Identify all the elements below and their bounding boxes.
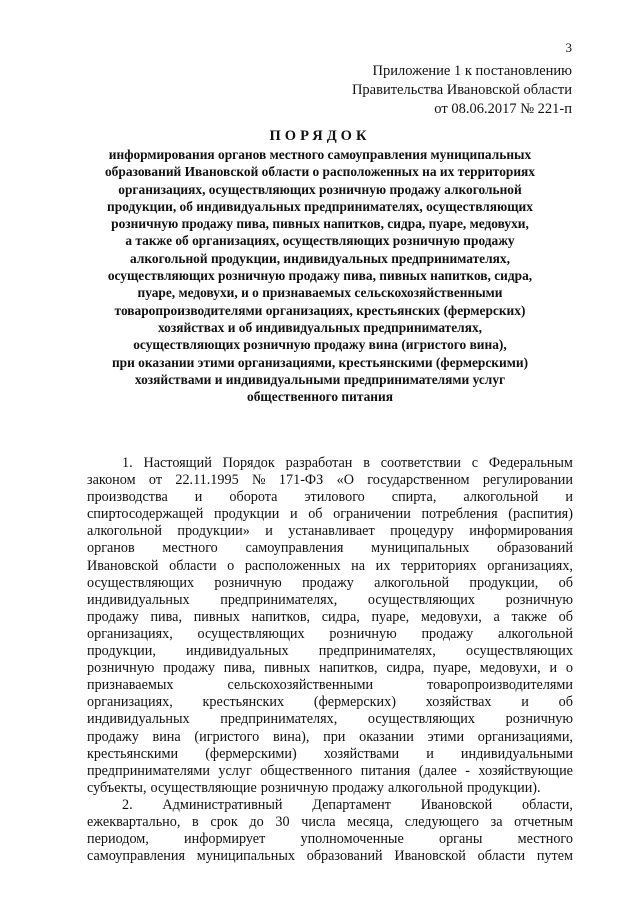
subtitle-line: при оказании этими организациями, крестьянскими (фермерскими) — [111, 354, 529, 370]
body-line: периодом, информирует уполномоченные органы местного — [87, 831, 573, 848]
appendix-line: Приложение 1 к постановлению — [372, 63, 572, 79]
document-title: ПОРЯДОК — [269, 128, 371, 144]
page-number: 3 — [565, 40, 572, 55]
subtitle-line: розничную продажу пива, пивных напитков, сидра, пуаре, медовухи, — [111, 216, 529, 232]
subtitle-line: продукции, об индивидуальных предпринимателях, осуществляющих — [107, 198, 533, 214]
body-line: 1. Настоящий Порядок разработан в соответствии с Федеральным — [122, 455, 573, 471]
body-line: производства и оборота этилового спирта, алкогольной и — [87, 489, 573, 506]
body-line: организациях, крестьянских (фермерских) хозяйствах и об — [87, 694, 573, 711]
body-line: органов местного самоуправления муниципальных образований — [87, 540, 573, 557]
body-line: самоуправления муниципальных образований Ивановской области путем — [87, 848, 573, 865]
subtitle-line: алкогольной продукции, индивидуальных предпринимателях, — [130, 250, 510, 266]
body-line: предпринимателями услуг общественного питания (далее - хозяйствующие — [87, 762, 573, 779]
body-line: ежеквартально, в срок до 30 числа месяца, следующего за отчетным — [87, 813, 573, 830]
body-line: индивидуальных предпринимателях, осуществляющих розничную — [87, 591, 573, 608]
body-line: организациях, осуществляющих розничную продажу алкогольной — [87, 625, 573, 642]
body-line: алкогольной продукции» и устанавливает процедуру информирования — [87, 523, 573, 540]
document-body — [87, 455, 573, 865]
appendix-line: Правительства Ивановской области — [351, 82, 572, 98]
document-subtitle — [80, 146, 560, 405]
body-line: продажу пива, пивных напитков, сидра, пуаре, медовухи, а также об — [87, 608, 573, 625]
subtitle-line: хозяйствах и об индивидуальных предпринимателях, — [157, 319, 482, 335]
body-line: 2. Административный Департамент Ивановской области, — [122, 796, 573, 813]
body-line: осуществляющих розничную продажу алкогольной продукции, об — [87, 574, 573, 591]
subtitle-line: общественного питания — [247, 389, 393, 405]
subtitle-line: пуаре, медовухи, и о признаваемых сельскохозяйственными — [137, 285, 503, 301]
body-line: субъекты, осуществляющие розничную продажу алкогольной продукции). — [87, 779, 541, 796]
subtitle-line: образований Ивановской области о расположенных на их территориях — [104, 164, 535, 180]
subtitle-line: а также об организациях, осуществляющих розничную продажу — [125, 233, 515, 249]
subtitle-line: осуществляющих розничную продажу вина (игристого вина), — [133, 337, 507, 353]
appendix-reference — [352, 62, 572, 119]
subtitle-line: хозяйствами и индивидуальными предпринимателями услуг — [134, 371, 506, 387]
body-line: индивидуальных предпринимателях, осуществляющих розничную — [87, 711, 573, 728]
body-line: продукции, индивидуальных предпринимателях, осуществляющих — [87, 643, 573, 660]
subtitle-line: осуществляющих розничную продажу пива, пивных напитков, сидра, — [107, 268, 533, 284]
body-line: продажу вина (игристого вина), при оказании этими организациями, — [87, 728, 573, 745]
subtitle-line: организациях, осуществляющих розничную продажу алкогольной — [118, 181, 522, 197]
subtitle-line: товаропроизводителями организациях, крестьянских (фермерских) — [114, 302, 526, 318]
body-line: крестьянскими (фермерскими) хозяйствами и индивидуальными — [87, 745, 573, 762]
appendix-line: от 08.06.2017 № 221-п — [434, 101, 572, 117]
body-line: Ивановской области о расположенных на их территориях организациях, — [87, 557, 573, 574]
body-line: спиртосодержащей продукции и об ограничении потребления (распития) — [87, 506, 573, 523]
body-line: признаваемых сельскохозяйственными товаропроизводителями — [87, 677, 573, 694]
body-line: розничную продажу пива, пивных напитков, сидра, пуаре, медовухи, и о — [87, 660, 573, 677]
body-line: законом от 22.11.1995 № 171-ФЗ «О государственном регулировании — [87, 472, 573, 489]
subtitle-line: информирования органов местного самоуправления муниципальных — [108, 147, 532, 162]
